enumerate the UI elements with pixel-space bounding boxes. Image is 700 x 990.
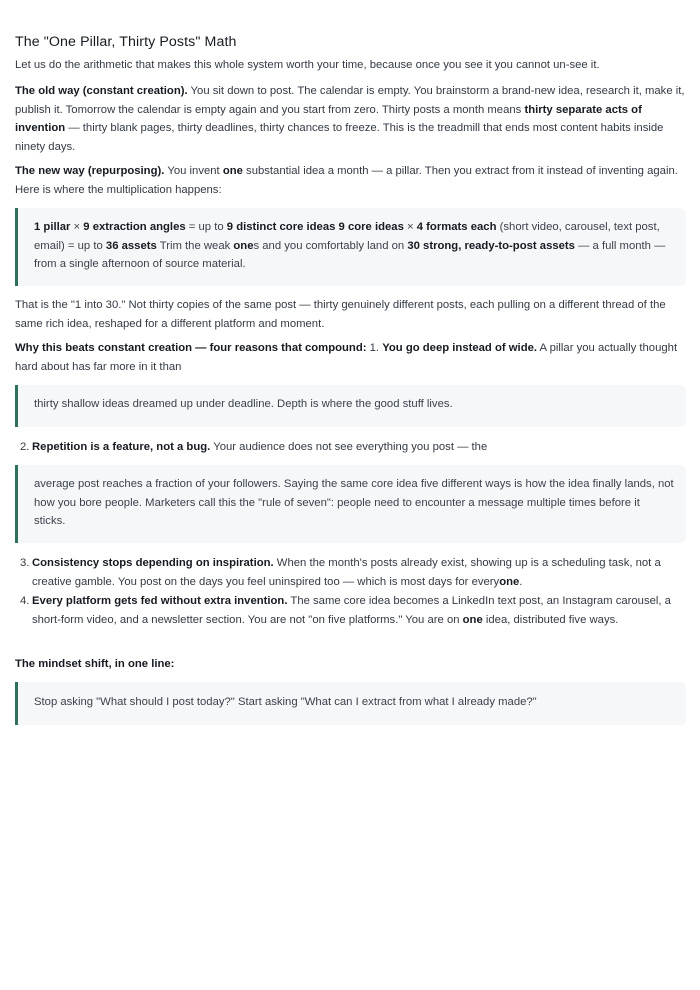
page-title: The "One Pillar, Thirty Posts" Math bbox=[15, 34, 237, 50]
one-into-thirty-paragraph: That is the "1 into 30." Not thirty copies of the same post — thirty genuinely different posts, each pulling on a different thread of the same rich idea, reshaped for a different platform and moment. bbox=[15, 299, 666, 330]
new-way-label: The new way (repurposing). bbox=[15, 165, 165, 177]
old-way-paragraph: The old way (constant creation). You sit down to post. The calendar is empty. You brainstorm a brand-new idea, research it, make it, publish it. Tomorrow the calendar is empty again and you start from zero. Thirty posts a month means thirty separate acts of invention — thirty blank pages, thirty deadlines, thirty chances to freeze. This is the treadmill that ends most content habits inside ninety days. bbox=[15, 85, 685, 153]
math-callout-text: 1 pillar × 9 extraction angles = up to 9 distinct core ideas 9 core ideas × 4 formats each (short video, carousel, text post, email) = up to 36 assets Trim the weak ones and you comfortably land on 30 strong, ready-to-post assets — a full month — from a single afternoon of source material. bbox=[34, 221, 666, 270]
math-callout bbox=[15, 208, 686, 286]
mindset-quote: Stop asking "What should I post today?" Start asking "What can I extract from what I already made?" bbox=[34, 696, 537, 708]
reason-1-callout bbox=[15, 385, 686, 427]
reasons-label: Why this beats constant creation — four reasons that compound: bbox=[15, 342, 367, 354]
list-item: 3. Consistency stops depending on inspiration. When the month's posts already exist, showing up is a scheduling task, not a creative gamble. You post on the days you feel uninspired too — which is most days for everyone. bbox=[20, 557, 661, 588]
mindset-callout bbox=[15, 682, 686, 725]
list-item: 2. Repetition is a feature, not a bug. Your audience does not see everything you post — the bbox=[20, 441, 488, 453]
new-way-paragraph: The new way (repurposing). You invent one substantial idea a month — a pillar. Then you extract from it instead of inventing again. Here is where the multiplication happens: bbox=[15, 165, 678, 196]
mindset-label: The mindset shift, in one line: bbox=[15, 658, 175, 670]
reason-1-continuation: thirty shallow ideas dreamed up under deadline. Depth is where the good stuff lives. bbox=[34, 398, 453, 410]
reasons-paragraph: Why this beats constant creation — four reasons that compound: 1. You go deep instead of wide. A pillar you actually thought hard about has far more in it than bbox=[15, 342, 678, 373]
intro-paragraph: Let us do the arithmetic that makes this whole system worth your time, because once you see it you cannot un-see it. bbox=[15, 59, 600, 71]
reason-2-callout bbox=[15, 465, 686, 543]
reason-2-continuation: average post reaches a fraction of your followers. Saying the same core idea five different ways is how the idea finally lands, not how you bore people. Marketers call this the "rule of seven": people need to encounter a message multiple times before it sticks. bbox=[34, 478, 674, 527]
old-way-label: The old way (constant creation). bbox=[15, 85, 188, 97]
list-item: 4. Every platform gets fed without extra invention. The same core idea becomes a LinkedIn text post, an Instagram carousel, a short-form video, and a newsletter section. You are not "on five platforms." You are on one idea, distributed five ways. bbox=[20, 595, 671, 626]
mindset-paragraph bbox=[15, 655, 687, 674]
